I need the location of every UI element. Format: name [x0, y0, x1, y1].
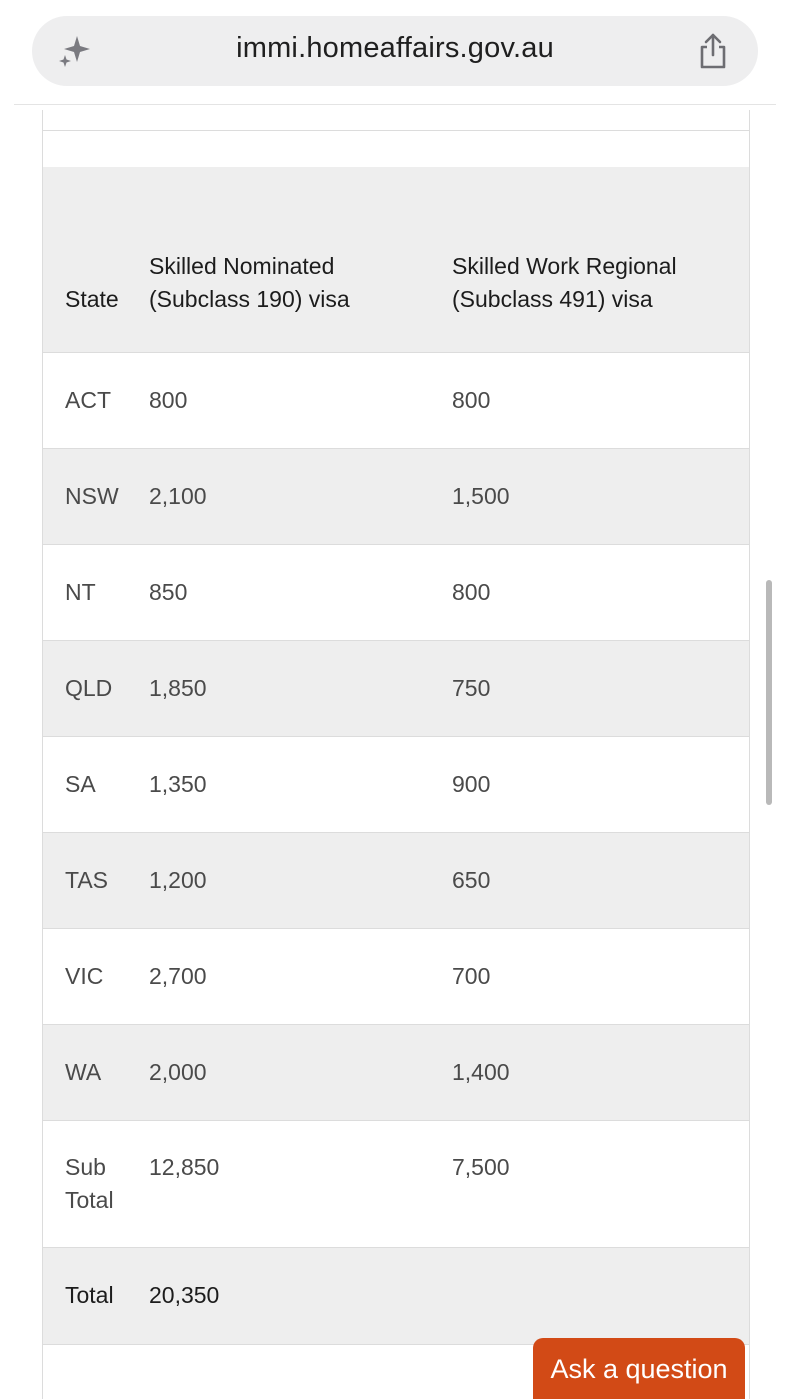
cell-subclass-190: 1,850 — [149, 640, 452, 736]
cell-subclass-491: 1,500 — [452, 448, 749, 544]
visa-allocation-table-container — [42, 110, 750, 1399]
cell-state: QLD — [43, 640, 149, 736]
header-state: State — [43, 167, 149, 352]
subtotal-subclass-190: 12,850 — [149, 1120, 452, 1247]
cell-subclass-190: 850 — [149, 544, 452, 640]
cell-subclass-491: 800 — [452, 544, 749, 640]
visa-allocation-table — [43, 167, 749, 1345]
table-header-row — [43, 167, 749, 352]
ask-a-question-button[interactable]: Ask a question — [533, 1338, 745, 1399]
table-row — [43, 352, 749, 448]
cell-state: SA — [43, 736, 149, 832]
subtotal-row — [43, 1120, 749, 1247]
cell-state: VIC — [43, 928, 149, 1024]
total-row — [43, 1247, 749, 1344]
total-label: Total — [43, 1247, 149, 1344]
total-value: 20,350 — [149, 1247, 452, 1344]
cell-subclass-190: 800 — [149, 352, 452, 448]
subtotal-subclass-491: 7,500 — [452, 1120, 749, 1247]
table-row — [43, 832, 749, 928]
url-text[interactable]: immi.homeaffairs.gov.au — [236, 32, 554, 64]
header-subclass-190: Skilled Nominated (Subclass 190) visa — [149, 167, 452, 352]
toolbar-divider — [14, 104, 776, 105]
cell-state: NT — [43, 544, 149, 640]
cell-subclass-491: 800 — [452, 352, 749, 448]
cell-subclass-190: 2,700 — [149, 928, 452, 1024]
total-empty-cell — [452, 1247, 749, 1344]
scrollbar-thumb[interactable] — [766, 580, 772, 805]
cell-state: ACT — [43, 352, 149, 448]
cell-subclass-190: 1,200 — [149, 832, 452, 928]
table-row — [43, 736, 749, 832]
cell-subclass-491: 750 — [452, 640, 749, 736]
cell-subclass-491: 1,400 — [452, 1024, 749, 1120]
table-row — [43, 640, 749, 736]
cell-state: NSW — [43, 448, 149, 544]
table-row — [43, 928, 749, 1024]
cell-subclass-190: 1,350 — [149, 736, 452, 832]
table-row — [43, 1024, 749, 1120]
cell-subclass-190: 2,000 — [149, 1024, 452, 1120]
cell-subclass-491: 650 — [452, 832, 749, 928]
header-subclass-491: Skilled Work Regional (Subclass 491) visa — [452, 167, 749, 352]
subtotal-label: Sub Total — [43, 1120, 149, 1247]
cell-subclass-190: 2,100 — [149, 448, 452, 544]
share-icon[interactable] — [696, 32, 730, 70]
address-bar[interactable] — [32, 16, 758, 86]
cell-subclass-491: 700 — [452, 928, 749, 1024]
cell-subclass-491: 900 — [452, 736, 749, 832]
cell-state: TAS — [43, 832, 149, 928]
table-row — [43, 544, 749, 640]
table-row — [43, 448, 749, 544]
cell-state: WA — [43, 1024, 149, 1120]
table-spacer-row — [43, 130, 749, 168]
